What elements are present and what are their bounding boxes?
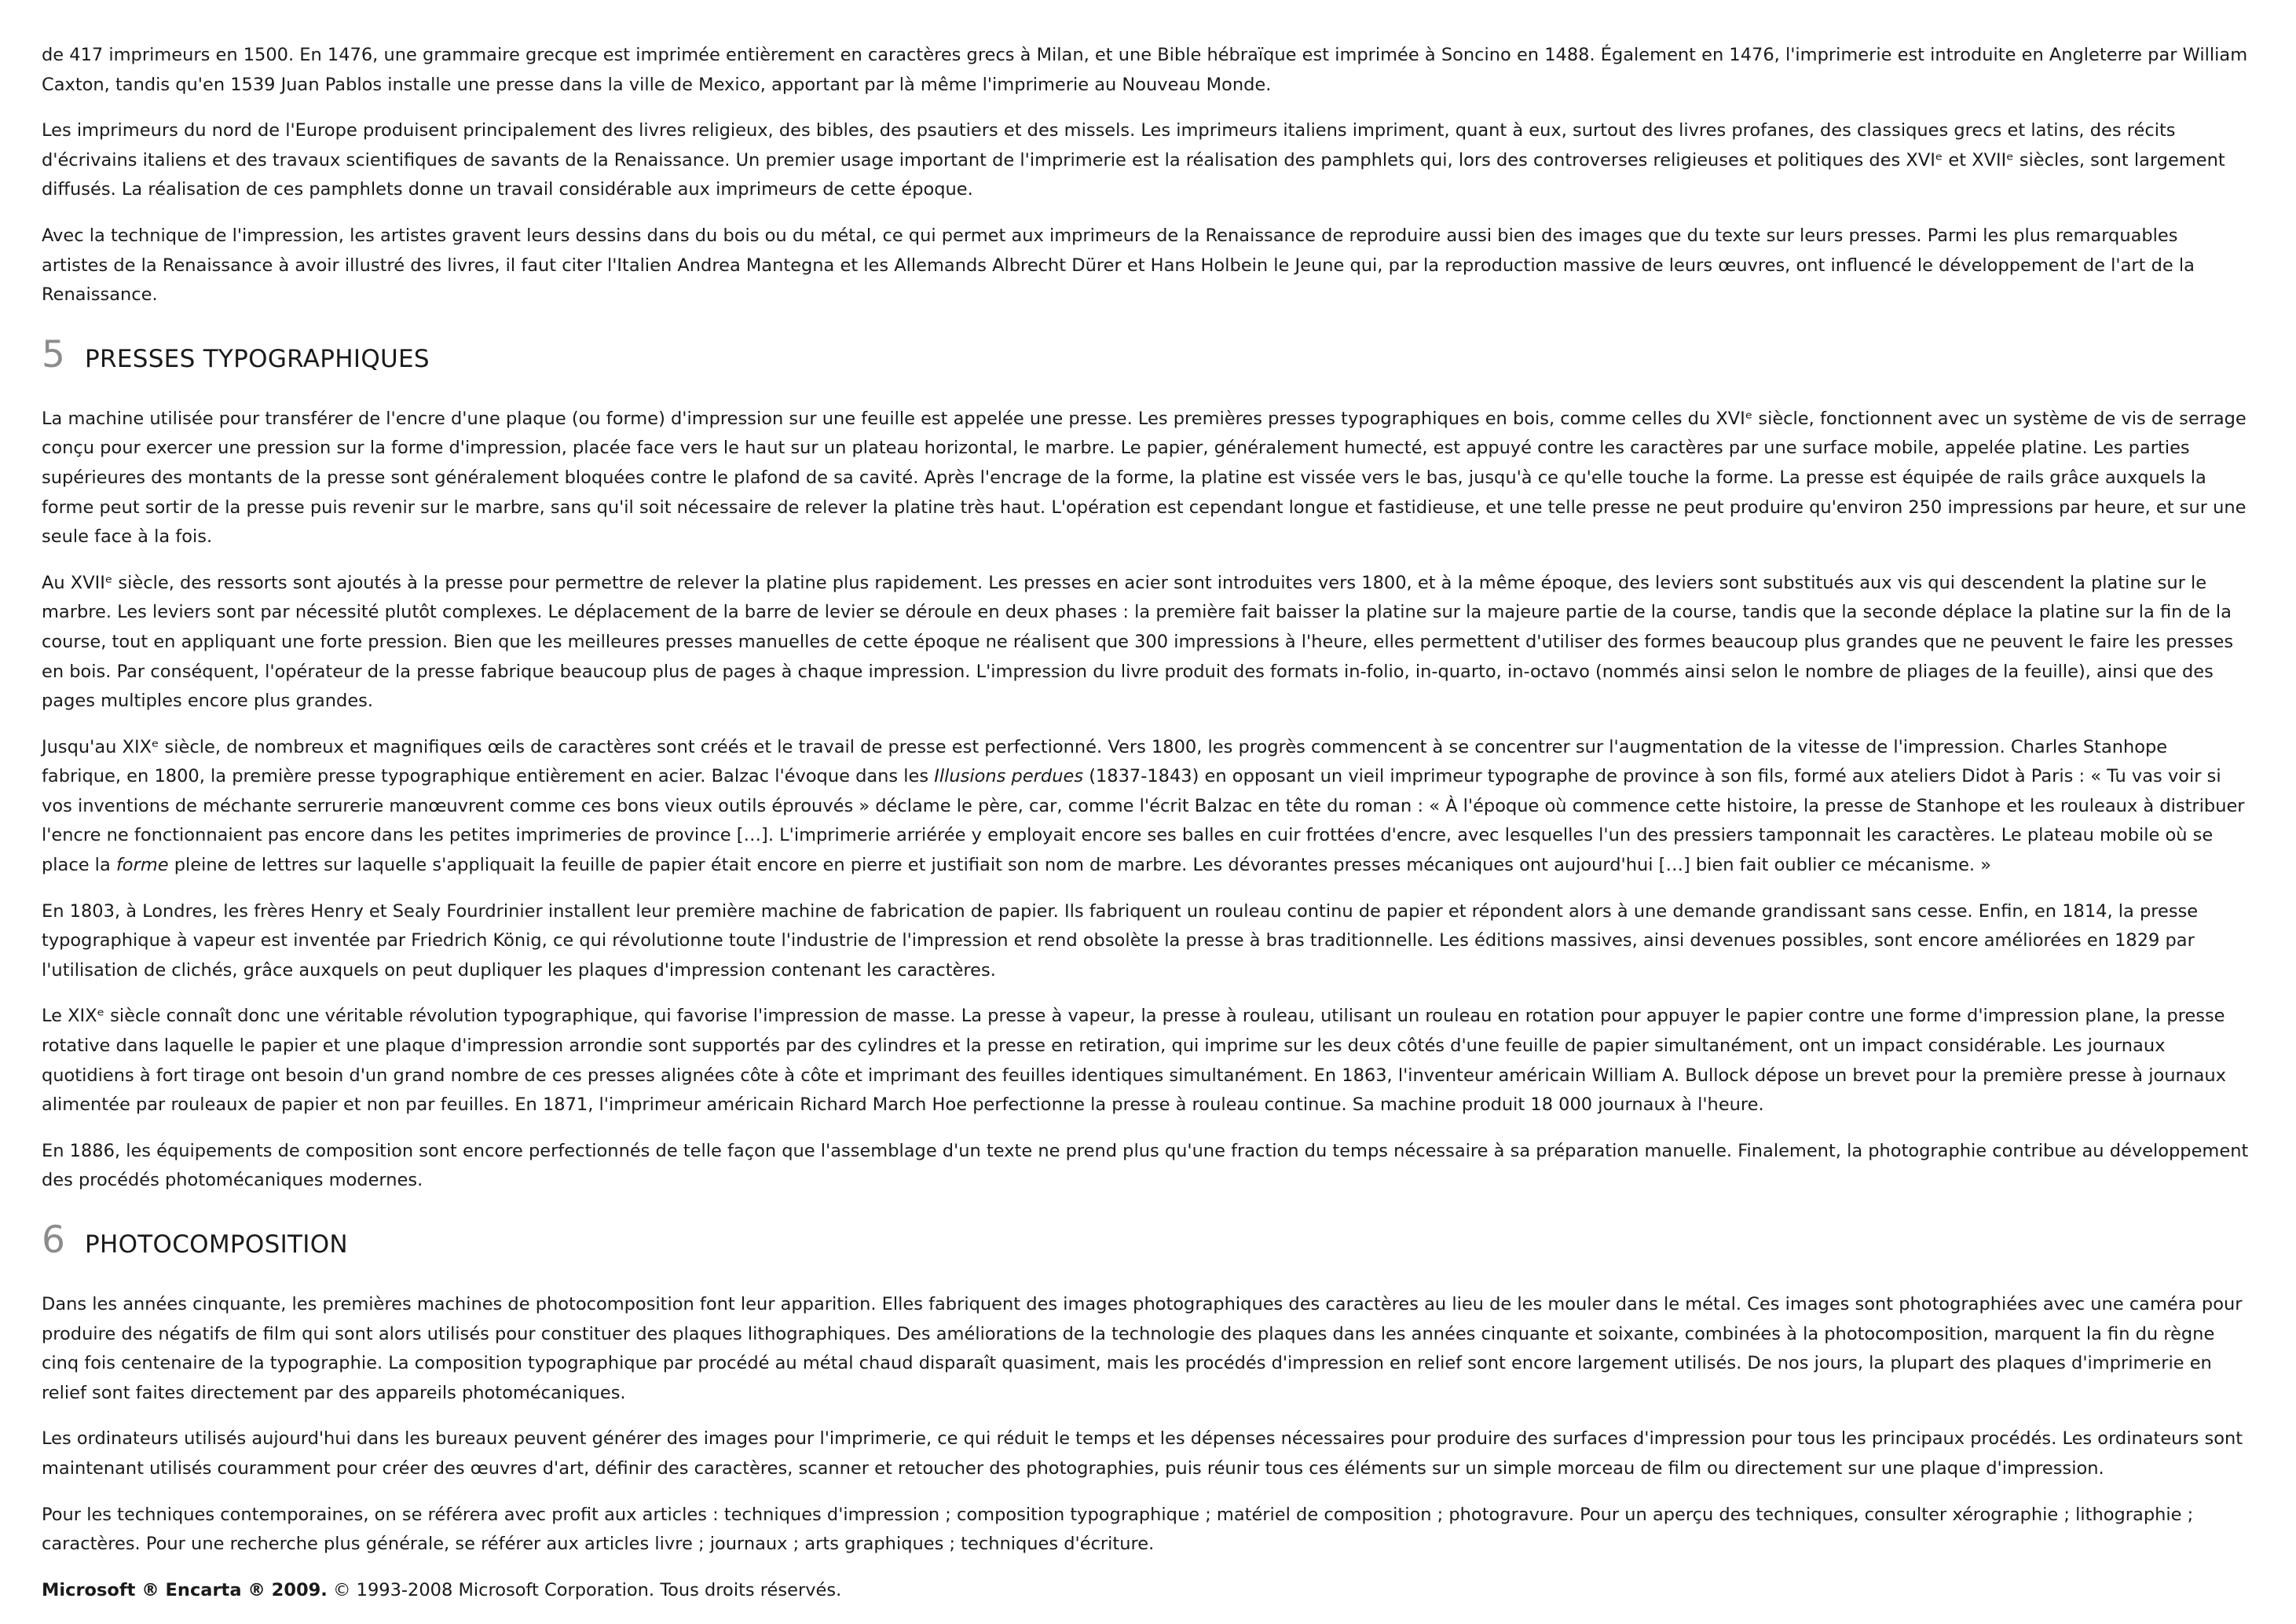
article-page — [42, 41, 2249, 1605]
section-5-heading — [42, 332, 2249, 376]
section-5-paragraph-1: La machine utilisée pour transférer de l'encre d'une plaque (ou forme) d'impression sur une feuille est appelée une presse. Les premières presses typographiques en bois, comme celles du XVIᵉ siècle, fonctionnent avec un système de vis de serrage conçu pour exercer une pression sur la forme d'impression, placée face vers le haut sur un plateau horizontal, le marbre. Le papier, généralement humecté, est appuyé contre les caractères par une surface mobile, appelée platine. Les parties supérieures des montants de la presse sont généralement bloquées contre le plafond de sa cavité. Après l'encrage de la forme, la platine est vissée vers le bas, jusqu'à ce qu'elle touche la forme. La presse est équipée de rails grâce auxquels la forme peut sortir de la presse puis revenir sur le marbre, sans qu'il soit nécessaire de relever la platine très haut. L'opération est cependant longue et fastidieuse, et une telle presse ne peut produire qu'environ 250 impressions par heure, et sur une seule face à la fois. — [42, 408, 2247, 548]
copyright-notice — [42, 1576, 2249, 1605]
section-5-paragraph-6: En 1886, les équipements de composition sont encore perfectionnés de telle façon que l'assemblage d'un texte ne prend plus qu'une fraction du temps nécessaire à sa préparation manuelle. Finalement, la photographie contribue au développement des procédés photomécaniques modernes. — [42, 1140, 2249, 1191]
section-6-paragraph-1: Dans les années cinquante, les premières machines de photocomposition font leur apparition. Elles fabriquent des images photographiques des caractères au lieu de les mouler dans le métal. Ces images sont photographiées avec une caméra pour produire des négatifs de film qui sont alors utilisés pour constituer des plaques lithographiques. Des améliorations de la technologie des plaques dans les années cinquante et soixante, combinées à la photocomposition, marquent la fin du règne cinq fois centenaire de la typographie. La composition typographique par procédé au métal chaud disparaît quasiment, mais les procédés d'impression en relief sont encore largement utilisés. De nos jours, la plupart des plaques d'imprimerie en relief sont faites directement par des appareils photomécaniques. — [42, 1294, 2243, 1403]
section-6-paragraph-3: Pour les techniques contemporaines, on se référera avec profit aux articles : techniques d'impression ; composition typographique ; matériel de composition ; photogravure. Pour un aperçu des techniques, consulter xérographie ; lithographie ; caractères. Pour une recherche plus générale, se référer aux articles livre ; journaux ; arts graphiques ; techniques d'écriture. — [42, 1504, 2194, 1555]
section-5-paragraph-5: Le XIXᵉ siècle connaît donc une véritable révolution typographique, qui favorise l'impression de masse. La presse à vapeur, la presse à rouleau, utilisant un rouleau en rotation pour appuyer le papier contre une forme d'impression plane, la presse rotative dans laquelle le papier et une plaque d'impression arrondie sont supportés par des cylindres et la presse en retiration, qui imprime sur les deux côtés d'une feuille de papier simultanément, ont un impact considérable. Les journaux quotidiens à fort tirage ont besoin d'un grand nombre de ces presses alignées côte à côte et imprimant des feuilles identiques simultanément. En 1863, l'inventeur américain William A. Bullock dépose un brevet pour la première presse à journaux alimentée par rouleaux de papier et non par feuilles. En 1871, l'imprimeur américain Richard March Hoe perfectionne la presse à rouleau continue. Sa machine produit 18 000 journaux à l'heure. — [42, 1006, 2226, 1116]
book-title-illusions-perdues: Illusions perdues — [934, 766, 1084, 787]
intro-paragraph-3: Avec la technique de l'impression, les artistes gravent leurs dessins dans du bois ou du métal, ce qui permet aux imprimeurs de la Renaissance de reproduire aussi bien des images que du texte sur leurs presses. Parmi les plus remarquables artistes de la Renaissance à avoir illustré des livres, il faut citer l'Italien Andrea Mantegna et les Allemands Albrecht Dürer et Hans Holbein le Jeune qui, par la reproduction massive de leurs œuvres, ont influencé le développement de l'art de la Renaissance. — [42, 225, 2195, 306]
section-5-number: 5 — [42, 332, 65, 376]
section-5-paragraph-3 — [42, 733, 2249, 881]
section-5-title: PRESSES TYPOGRAPHIQUES — [85, 344, 430, 373]
term-forme: forme — [115, 855, 169, 876]
section-6-heading — [42, 1220, 2249, 1261]
intro-paragraph-2: Les imprimeurs du nord de l'Europe produisent principalement des livres religieux, des bibles, des psautiers et des missels. Les imprimeurs italiens impriment, quant à eux, surtout des livres profanes, des classiques grecs et latins, des récits d'écrivains italiens et des travaux scientifiques de savants de la Renaissance. Un premier usage important de l'imprimerie est la réalisation des pamphlets qui, lors des controverses religieuses et politiques des XVIᵉ et XVIIᵉ siècles, sont largement diffusés. La réalisation de ces pamphlets donne un travail considérable aux imprimeurs de cette époque. — [42, 120, 2225, 200]
section-5-paragraph-4: En 1803, à Londres, les frères Henry et Sealy Fourdrinier installent leur première machine de fabrication de papier. Ils fabriquent un rouleau continu de papier et répondent alors à une demande grandissant sans cesse. Enfin, en 1814, la presse typographique à vapeur est inventée par Friedrich König, ce qui révolutionne toute l'industrie de l'impression et rend obsolète la presse à bras traditionnelle. Les éditions massives, ainsi devenues possibles, sont encore améliorées en 1829 par l'utilisation de clichés, grâce auxquels on peut dupliquer les plaques d'impression contenant les caractères. — [42, 900, 2199, 981]
intro-paragraph-1: de 417 imprimeurs en 1500. En 1476, une grammaire grecque est imprimée entièrement en caractères grecs à Milan, et une Bible hébraïque est imprimée à Soncino en 1488. Également en 1476, l'imprimerie est introduite en Angleterre par William Caxton, tandis qu'en 1539 Juan Pablos installe une presse dans la ville de Mexico, apportant par là même l'imprimerie au Nouveau Monde. — [42, 45, 2248, 95]
paragraph-text: pleine de lettres sur laquelle s'appliquait la feuille de papier était encore en pierre et justifiait son nom de marbre. Les dévorantes presses mécaniques ont aujourd'hui […] bien fait oublier ce mécanisme. » — [168, 855, 1992, 876]
section-5-paragraph-2: Au XVIIᵉ siècle, des ressorts sont ajoutés à la presse pour permettre de relever la platine plus rapidement. Les presses en acier sont introduites vers 1800, et à la même époque, des leviers sont substitués aux vis qui descendent la platine sur le marbre. Les leviers sont par nécessité plutôt complexes. Le déplacement de la barre de levier se déroule en deux phases : la première fait baisser la platine sur la majeure partie de la course, tandis que la seconde déplace la platine sur la fin de la course, tout en appliquant une forte pression. Bien que les meilleures presses manuelles de cette époque ne réalisent que 300 impressions à l'heure, elles permettent d'utiliser des formes beaucoup plus grandes que ne peuvent le faire les presses en bois. Par conséquent, l'opérateur de la presse fabrique beaucoup plus de pages à chaque impression. L'impression du livre produit des formats in-folio, in-quarto, in-octavo (nommés ainsi selon le nombre de pliages de la feuille), ainsi que des pages multiples encore plus grandes. — [42, 572, 2234, 712]
copyright-rights: © 1993-2008 Microsoft Corporation. Tous droits réservés. — [327, 1579, 842, 1600]
copyright-brand: Microsoft ® Encarta ® 2009. — [42, 1579, 328, 1600]
paragraph-text: Jusqu'au XIXᵉ siècle, de nombreux et magnifiques œils de caractères sont créés et le travail de presse est perfectionné. Vers 1800, les progrès commencent à se concentrer sur l'augmentation de la vitesse de l'impression. Charles Stanhope fabrique, en 1800, la première presse typographique entièrement en acier. Balzac l'évoque dans les — [42, 736, 2168, 787]
section-6-title: PHOTOCOMPOSITION — [85, 1230, 348, 1259]
section-6-paragraph-2: Les ordinateurs utilisés aujourd'hui dans les bureaux peuvent générer des images pour l'imprimerie, ce qui réduit le temps et les dépenses nécessaires pour produire des surfaces d'impression pour tous les principaux procédés. Les ordinateurs sont maintenant utilisés couramment pour créer des œuvres d'art, définir des caractères, scanner et retoucher des photographies, puis réunir tous ces éléments sur un simple morceau de film ou directement sur une plaque d'impression. — [42, 1428, 2243, 1479]
section-6-number: 6 — [42, 1219, 65, 1262]
paragraph-text: (1837-1843) en opposant un vieil imprimeur typographe de province à son fils, formé aux ateliers Didot à Paris : « Tu vas voir si vos inventions de méchante serrurerie manœuvrent comme ces bons vieux outils éprouvés » déclame le père, car, comme l'écrit Balzac en tête du roman : « À l'époque où commence cette histoire, la presse de Stanhope et les rouleaux à distribuer l'encre ne fonctionnaient pas encore dans les petites imprimeries de province […]. L'imprimerie arriérée y employait encore ses balles en cuir frottées d'encre, avec lesquelles l'un des pressiers tamponnait les caractères. Le plateau mobile où se place la — [42, 766, 2245, 876]
